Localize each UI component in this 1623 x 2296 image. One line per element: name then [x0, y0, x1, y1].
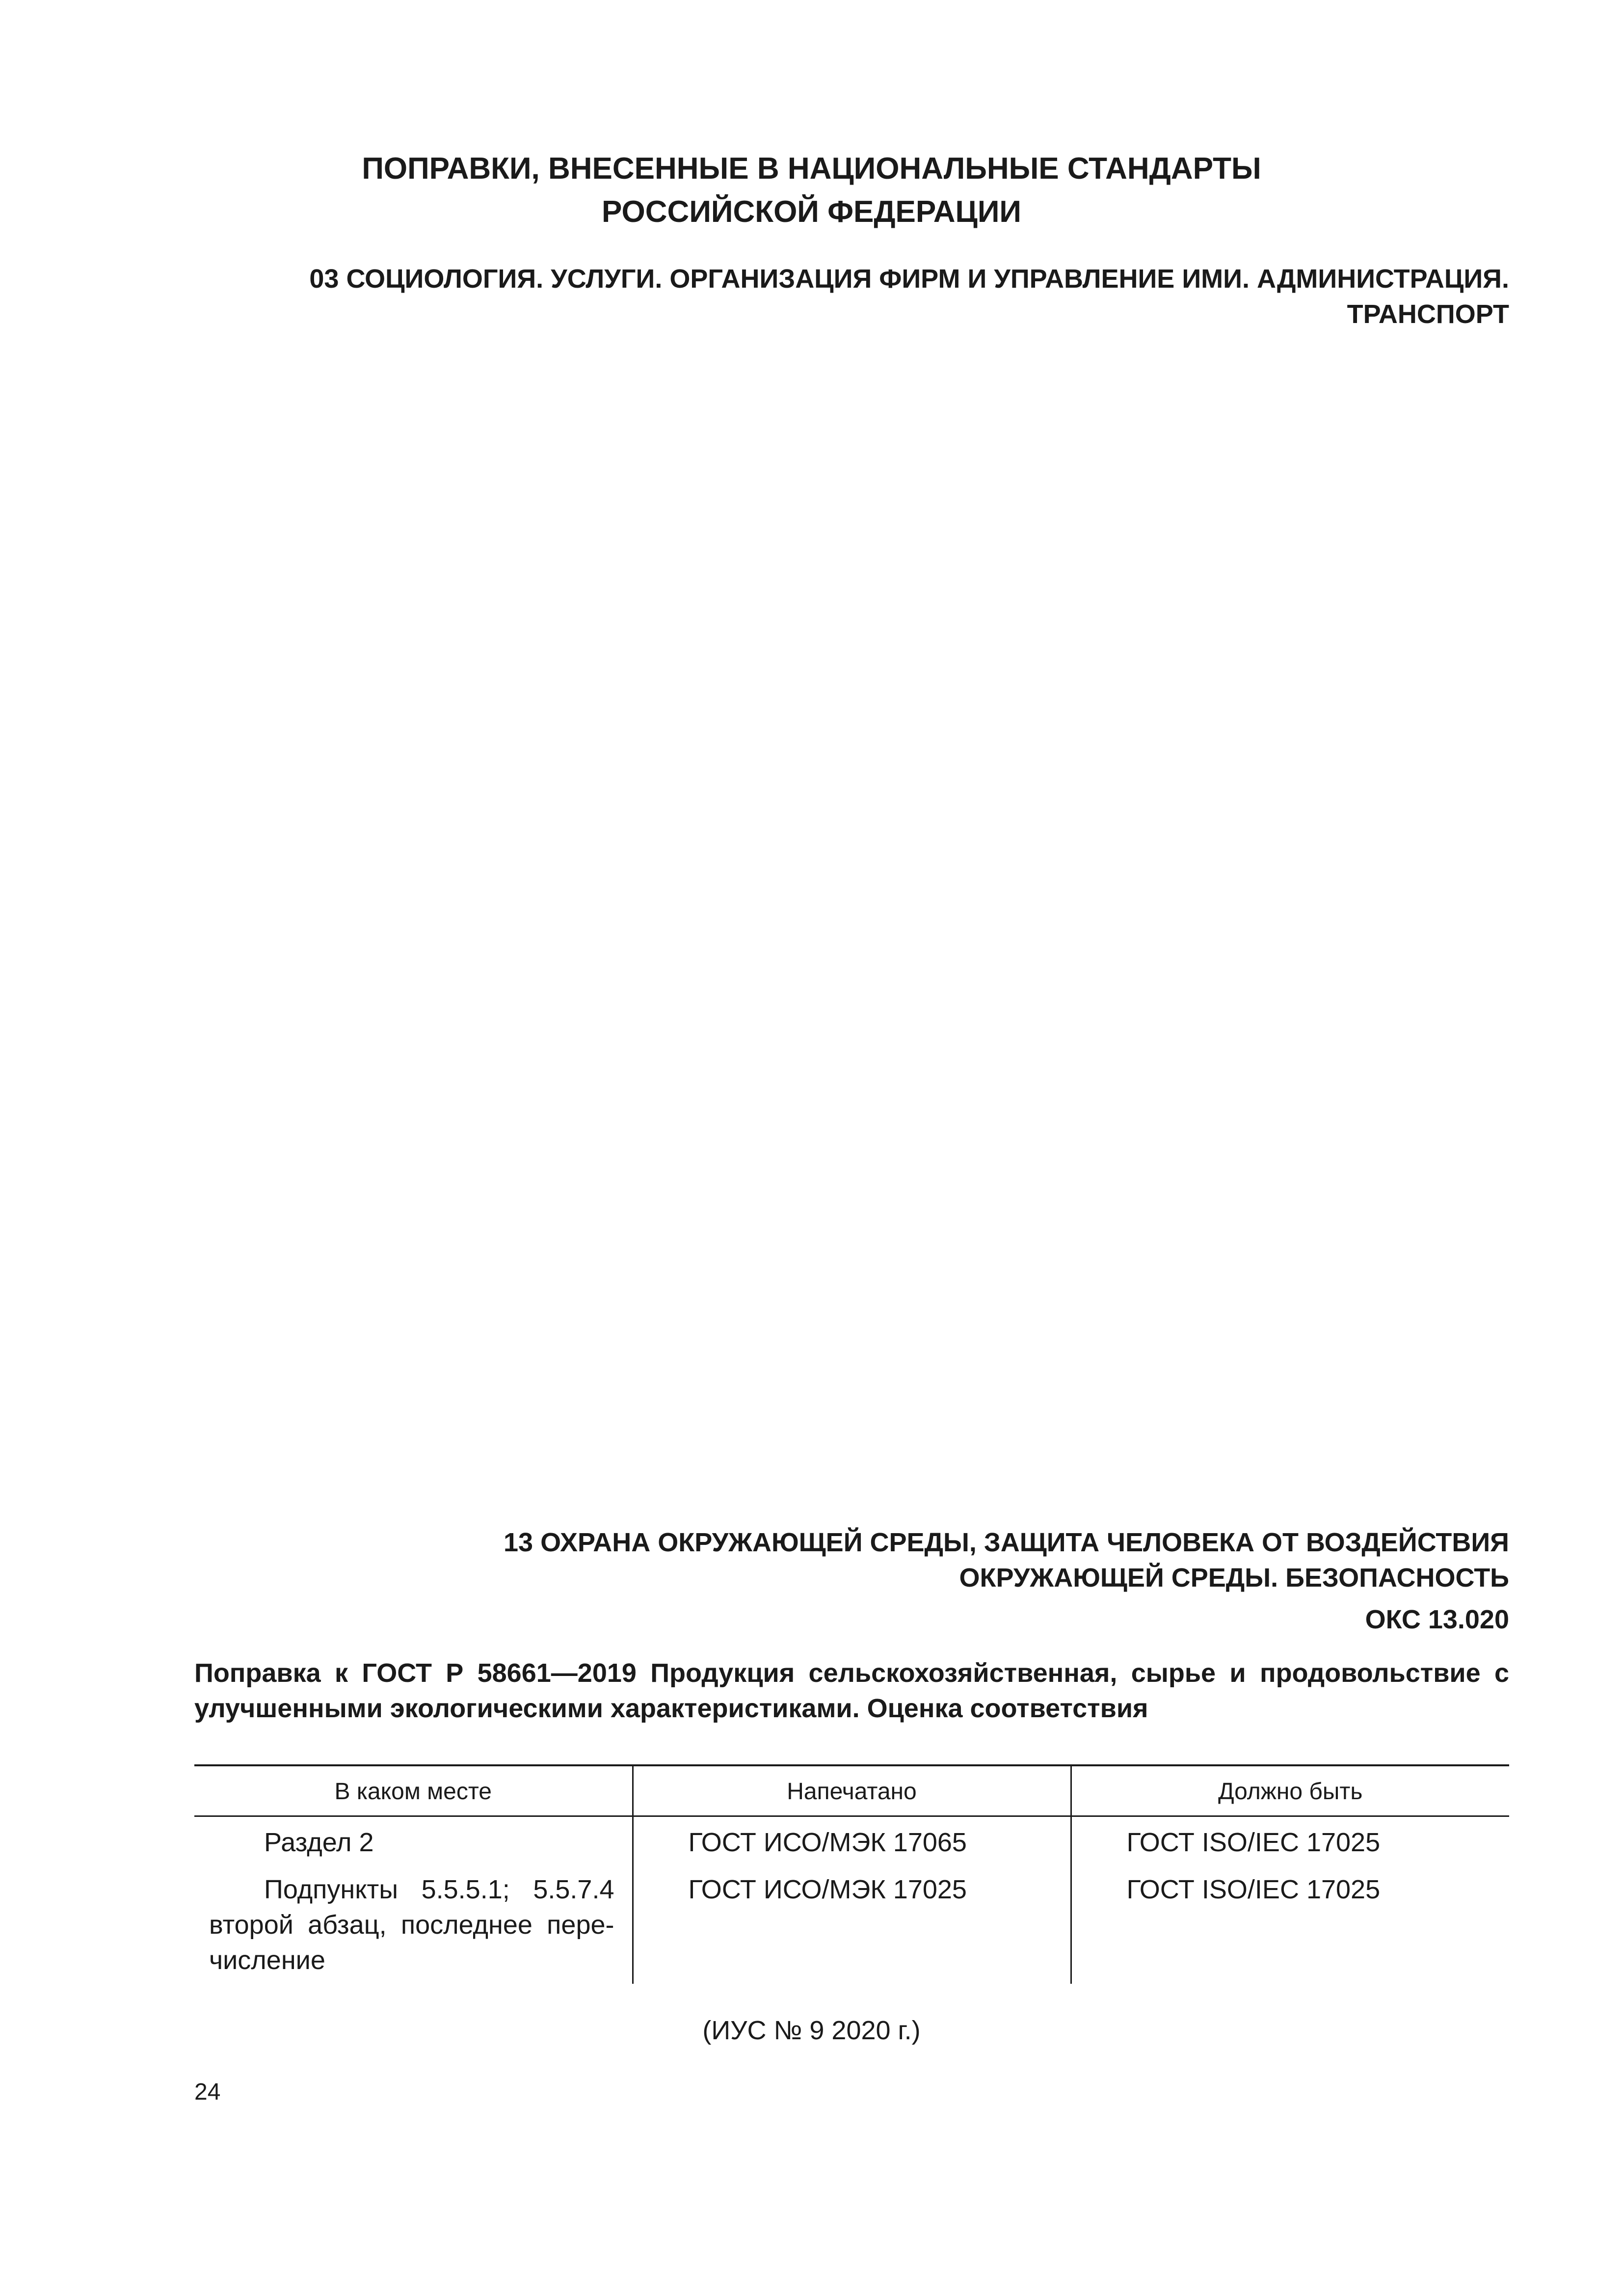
page-title-line-1: ПОПРАВКИ, ВНЕСЕННЫЕ В НАЦИОНАЛЬНЫЕ СТАНДАРТЫ — [362, 152, 1261, 186]
amendment-title: Поправка к ГОСТ Р 58661—2019 Продукция сельскохозяйственная, сырье и продовольствие с улучшенными экологическими характеристиками. Оценка соответствия — [194, 1658, 1509, 1723]
oks-code: ОКС 13.020 — [1365, 1605, 1509, 1634]
cell-should-be: ГОСТ ISO/IEC 17025 — [1071, 1866, 1509, 1984]
amendment-table — [194, 1764, 1509, 1984]
cell-printed: ГОСТ ИСО/МЭК 17065 — [633, 1816, 1071, 1866]
page-number: 24 — [194, 2079, 221, 2105]
cell-printed: ГОСТ ИСО/МЭК 17025 — [633, 1866, 1071, 1984]
table-row — [194, 1816, 1509, 1866]
page-title-line-2: РОССИЙСКОЙ ФЕДЕРАЦИИ — [602, 195, 1021, 229]
section-heading-13-line-1: 13 ОХРАНА ОКРУЖАЮЩЕЙ СРЕДЫ, ЗАЩИТА ЧЕЛОВЕКА ОТ ВОЗДЕЙСТВИЯ — [504, 1528, 1509, 1557]
cell-place: Подпункты 5.5.5.1; 5.5.7.4 второй абзац, последнее пере-числение — [209, 1875, 614, 1975]
section-heading-13 — [504, 1525, 1509, 1595]
source-note: (ИУС № 9 2020 г.) — [702, 2016, 921, 2045]
column-header-place: В каком месте — [194, 1765, 633, 1816]
cell-place: Раздел 2 — [264, 1828, 374, 1857]
column-header-should-be: Должно быть — [1071, 1765, 1509, 1816]
cell-should-be: ГОСТ ISO/IEC 17025 — [1071, 1816, 1509, 1866]
section-heading-03-line-1: 03 СОЦИОЛОГИЯ. УСЛУГИ. ОРГАНИЗАЦИЯ ФИРМ И УПРАВЛЕНИЕ ИМИ. АДМИНИСТРАЦИЯ. — [309, 264, 1509, 294]
section-heading-03-line-2: ТРАНСПОРТ — [1347, 299, 1509, 329]
page-title — [0, 147, 1623, 234]
section-heading-03 — [309, 261, 1509, 332]
section-heading-13-line-2: ОКРУЖАЮЩЕЙ СРЕДЫ. БЕЗОПАСНОСТЬ — [959, 1563, 1509, 1593]
column-header-printed: Напечатано — [633, 1765, 1071, 1816]
table-header-row — [194, 1765, 1509, 1816]
table-row — [194, 1866, 1509, 1984]
